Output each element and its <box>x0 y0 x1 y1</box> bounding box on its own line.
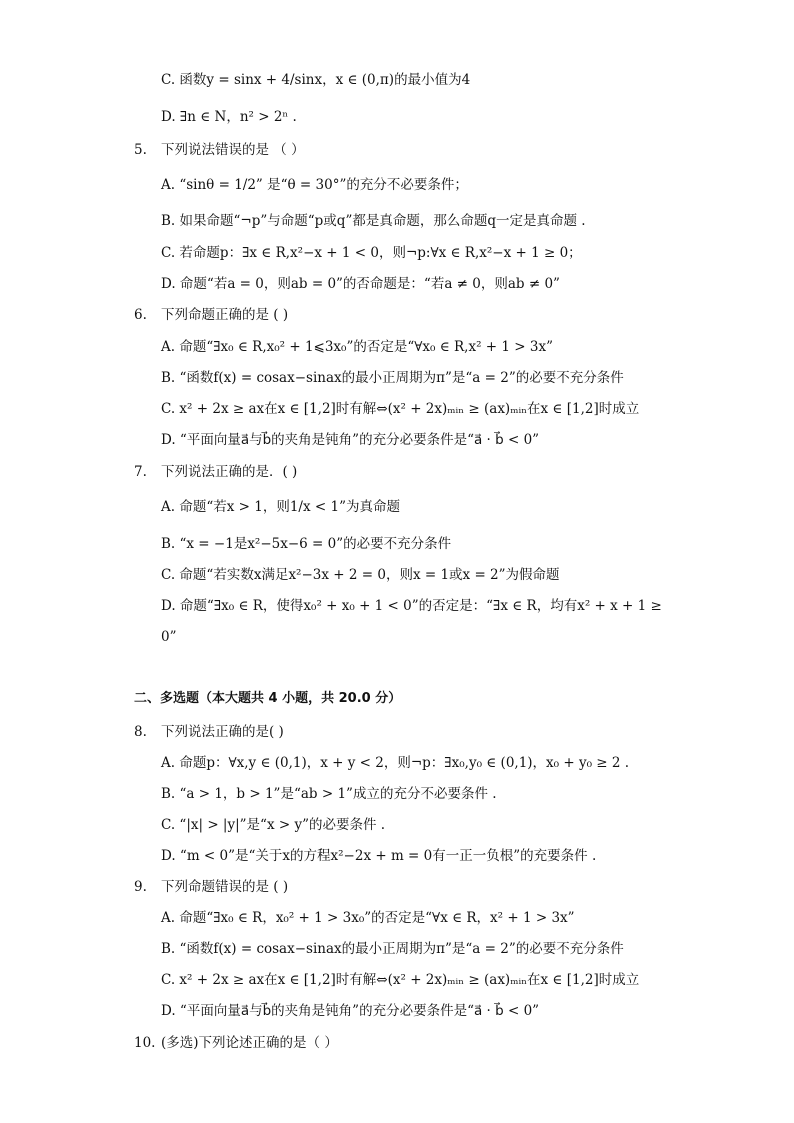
option-d: D. 命题“若a = 0，则ab = 0”的否命题是：“若a ≠ 0，则ab ≠ 0” <box>161 276 560 292</box>
question-number: 6. <box>134 307 147 323</box>
option-c: C. 若命题p：∃x ∈ R,x²−x + 1 < 0，则¬p:∀x ∈ R,x²−x + 1 ≥ 0； <box>161 245 582 261</box>
option-c: C. 命题“若实数x满足x²−3x + 2 = 0，则x = 1或x = 2”为假命题 <box>161 567 560 583</box>
option-b: B. “函数f(x) = cosax−sinax的最小正周期为π”是“a = 2”的必要不充分条件 <box>161 941 624 957</box>
option-a: A. 命题“若x > 1，则1/x < 1”为真命题 <box>161 499 400 515</box>
question-number: 9. <box>134 879 147 895</box>
option-d: D. “m < 0”是“关于x的方程x²−2x + m = 0有一正一负根”的充要条件 . <box>161 848 597 864</box>
question-number: 10. <box>134 1035 156 1051</box>
option-a: A. 命题p：∀x,y ∈ (0,1)，x + y < 2，则¬p：∃x₀,y₀ ∈ (0,1)，x₀ + y₀ ≥ 2 . <box>161 755 630 771</box>
option-b: B. “a > 1，b > 1”是“ab > 1”成立的充分不必要条件 . <box>161 786 497 802</box>
question-stem: 下列说法错误的是 （ ） <box>161 142 305 158</box>
question-number: 5. <box>134 142 147 158</box>
option-c: C. x² + 2x ≥ ax在x ∈ [1,2]时有解⇔(x² + 2x)ₘᵢₙ ≥ (ax)ₘᵢₙ在x ∈ [1,2]时成立 <box>161 972 640 988</box>
question-stem: 下列说法正确的是．( ) <box>161 464 298 480</box>
question-number: 7. <box>134 464 147 480</box>
option-d: D. “平面向量a⃗与b⃗的夹角是钝角”的充分必要条件是“a⃗ · b⃗ < 0” <box>161 1003 540 1019</box>
question-stem: 下列命题正确的是 ( ) <box>161 307 289 323</box>
section-heading: 二、多选题（本大题共 4 小题，共 20.0 分） <box>134 691 402 706</box>
option-b: B. 如果命题“¬p”与命题“p或q”都是真命题，那么命题q一定是真命题 . <box>161 213 586 229</box>
option-c: C. “|x| > |y|”是“x > y”的必要条件 . <box>161 817 386 833</box>
option-c: C. x² + 2x ≥ ax在x ∈ [1,2]时有解⇔(x² + 2x)ₘᵢₙ ≥ (ax)ₘᵢₙ在x ∈ [1,2]时成立 <box>161 401 640 417</box>
question-number: 8. <box>134 724 147 740</box>
option-d-continuation: 0” <box>161 629 177 645</box>
question-stem: 下列命题错误的是 ( ) <box>161 879 289 895</box>
option-b: B. “x = −1是x²−5x−6 = 0”的必要不充分条件 <box>161 536 452 552</box>
option-b: B. “函数f(x) = cosax−sinax的最小正周期为π”是“a = 2”的必要不充分条件 <box>161 370 624 386</box>
option-d: D. 命题“∃x₀ ∈ R，使得x₀² + x₀ + 1 < 0”的否定是：“∃x ∈ R，均有x² + x + 1 ≥ <box>161 598 662 614</box>
option-c-prev: C. 函数y = sinx + 4/sinx，x ∈ (0,π)的最小值为4 <box>161 72 471 88</box>
option-a: A. 命题“∃x₀ ∈ R，x₀² + 1 > 3x₀”的否定是“∀x ∈ R，x² + 1 > 3x” <box>161 910 575 926</box>
option-a: A. “sinθ = 1/2” 是“θ = 30°”的充分不必要条件； <box>161 177 468 193</box>
option-d: D. “平面向量a⃗与b⃗的夹角是钝角”的充分必要条件是“a⃗ · b⃗ < 0” <box>161 432 540 448</box>
question-stem: (多选)下列论述正确的是（ ） <box>161 1035 338 1051</box>
option-a: A. 命题“∃x₀ ∈ R,x₀² + 1⩽3x₀”的否定是“∀x₀ ∈ R,x² + 1 > 3x” <box>161 339 553 355</box>
option-d-prev: D. ∃n ∈ N，n² > 2ⁿ . <box>161 109 297 125</box>
question-stem: 下列说法正确的是( ) <box>161 724 284 740</box>
